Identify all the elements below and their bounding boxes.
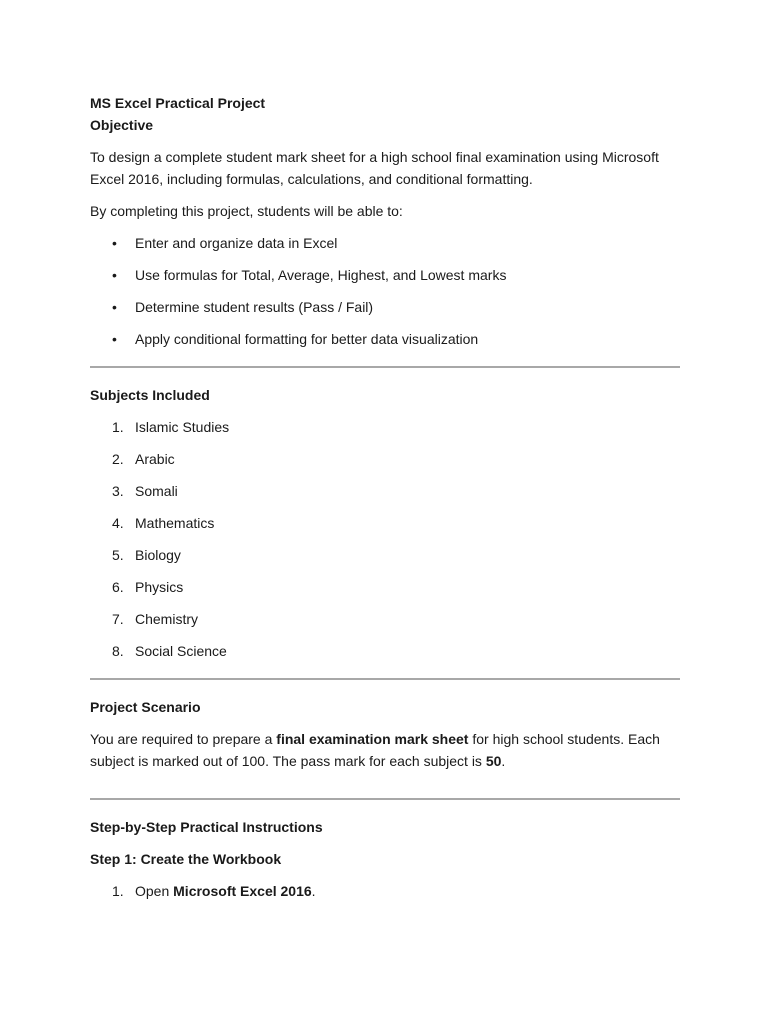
divider <box>90 366 680 368</box>
divider <box>90 798 680 800</box>
step1-heading: Step 1: Create the Workbook <box>90 851 282 867</box>
list-item: 1. Islamic Studies <box>112 419 230 435</box>
document-title: MS Excel Practical Project <box>90 95 266 111</box>
outcomes-intro: By completing this project, students will be able to: <box>90 203 403 219</box>
instructions-heading: Step-by-Step Practical Instructions <box>90 819 323 835</box>
list-item: 6. Physics <box>112 579 184 595</box>
list-item: • Enter and organize data in Excel <box>90 232 680 254</box>
list-item: 2. Arabic <box>112 451 175 467</box>
objective-heading: Objective <box>90 117 154 133</box>
list-item: 5. Biology <box>112 547 181 563</box>
bullet-icon: • <box>112 331 117 347</box>
bullet-icon: • <box>112 299 117 315</box>
list-item: • Apply conditional formatting for better data visualization <box>90 328 680 350</box>
list-item: 8. Social Science <box>112 643 227 659</box>
scenario-heading: Project Scenario <box>90 699 201 715</box>
subjects-list <box>90 416 680 662</box>
bullet-icon: • <box>112 267 117 283</box>
outcomes-list <box>90 232 680 350</box>
list-item: • Determine student results (Pass / Fail) <box>90 296 680 318</box>
list-item: 7. Chemistry <box>112 611 199 627</box>
step1-list <box>90 880 680 902</box>
list-item: 3. Somali <box>112 483 178 499</box>
objective-text: To design a complete student mark sheet for a high school final examination using Microsoft Excel 2016, including formulas, calculations, and conditional formatting. <box>90 149 659 187</box>
scenario-text: You are required to prepare a final examination mark sheet for high school students. Each subject is marked out of 100. The pass mark for each subject is 50. <box>90 731 660 769</box>
list-item: • Use formulas for Total, Average, Highest, and Lowest marks <box>90 264 680 286</box>
subjects-heading: Subjects Included <box>90 387 210 403</box>
bullet-icon: • <box>112 235 117 251</box>
document-content <box>90 92 680 912</box>
list-item: 4. Mathematics <box>112 515 215 531</box>
list-item: 1. Open Microsoft Excel 2016. <box>112 883 316 899</box>
divider <box>90 678 680 680</box>
